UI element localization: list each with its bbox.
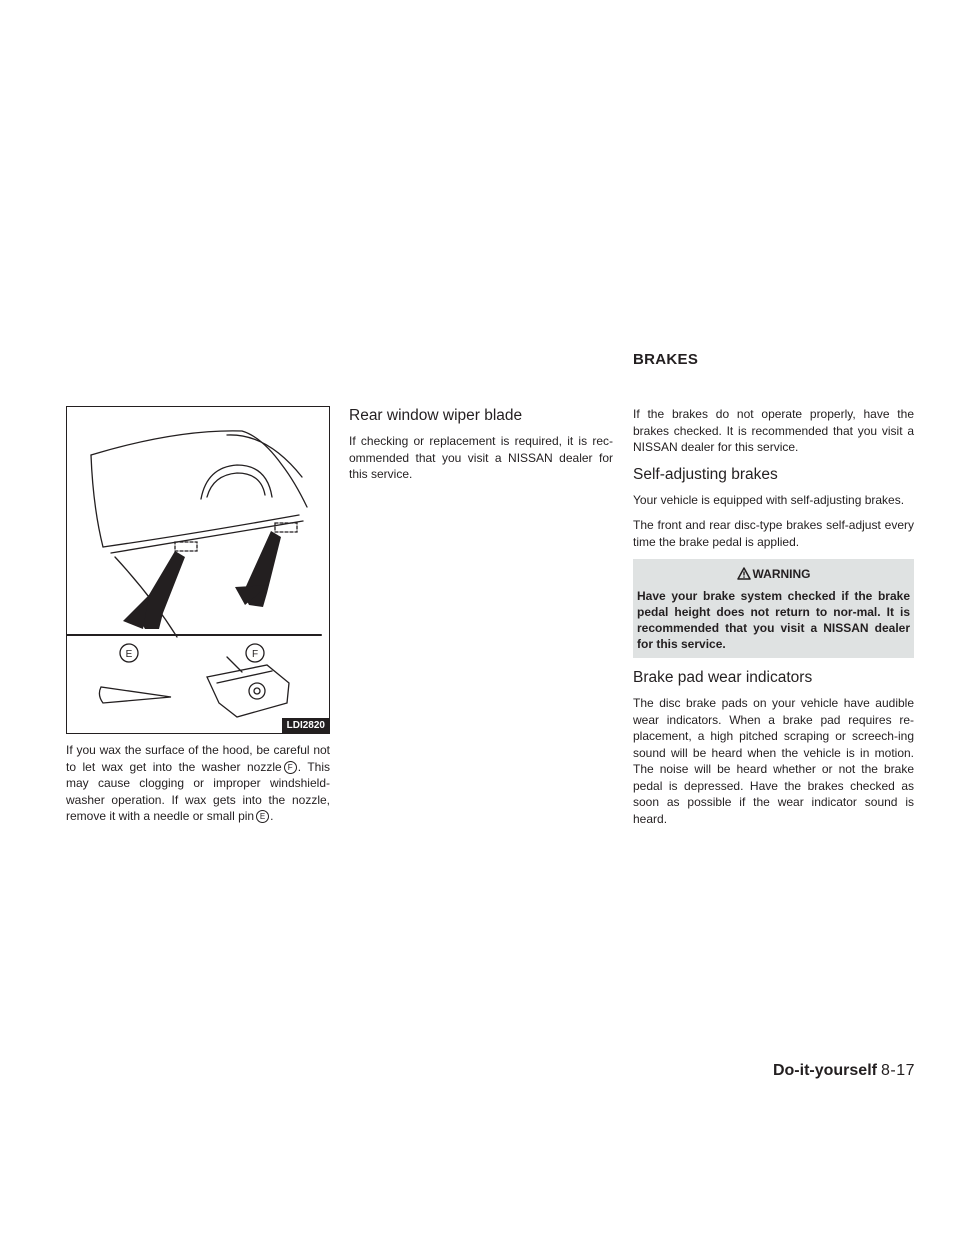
callout-f-label: F	[251, 649, 259, 660]
brakes-intro-paragraph: If the brakes do not operate properly, have the brakes checked. It is recommended that you visit a NISSAN dealer for this service.	[633, 407, 914, 454]
page-footer	[773, 1062, 915, 1080]
callout-e: E	[256, 810, 269, 823]
rear-wiper-paragraph: If checking or replacement is required, it is rec-ommended that you visit a NISSAN dealer for this service.	[349, 434, 613, 481]
text-span: .	[270, 809, 274, 823]
text-span: If you wax the surface of the hood, be careful not to let wax get into the washer nozzle	[66, 743, 330, 774]
warning-triangle-icon	[737, 567, 751, 580]
washer-nozzle-illustration	[66, 406, 330, 734]
column-left	[66, 742, 330, 834]
self-adjusting-paragraph-1: Your vehicle is equipped with self-adjusting brakes.	[633, 492, 905, 507]
section-title: BRAKES	[633, 351, 699, 368]
text-span: . This may cause clogging or improper windshield-washer operation. If wax gets into the nozzle, remove it with a needle or small pin	[66, 759, 330, 823]
warning-text: Have your brake system checked if the brake pedal height does not return to nor-mal. It is recommended that you visit a NISSAN dealer for this service.	[637, 589, 910, 651]
warning-box	[633, 559, 914, 658]
warning-title: WARNING	[752, 567, 811, 581]
self-adjusting-paragraph-2: The front and rear disc-type brakes self-adjust every time the brake pedal is applied.	[633, 518, 914, 549]
page-number: 8-17	[880, 1062, 915, 1079]
chapter-name: Do-it-yourself	[772, 1062, 877, 1079]
hood-wax-paragraph	[66, 742, 330, 825]
brake-pad-paragraph: The disc brake pads on your vehicle have audible wear indicators. When a brake pad requires re-placement, a high pitched scraping or screech-ing sound will be heard when the vehicle is in motion. The noise will be heard whether or not the brake pedal is depressed. Have the brakes checked as soon as possible if the wear indicator sound is heard.	[633, 696, 914, 826]
heading-self-adjusting: Self-adjusting brakes	[633, 465, 778, 483]
heading-brake-pad: Brake pad wear indicators	[633, 669, 813, 686]
heading-rear-wiper: Rear window wiper blade	[349, 407, 523, 424]
callout-e-label: E	[125, 649, 133, 660]
column-middle	[349, 406, 613, 492]
callout-f: F	[284, 761, 297, 774]
figure-code: LDI2820	[282, 718, 329, 733]
column-right	[633, 406, 914, 836]
hood-nozzle-drawing	[67, 407, 330, 734]
warning-header	[637, 567, 910, 581]
